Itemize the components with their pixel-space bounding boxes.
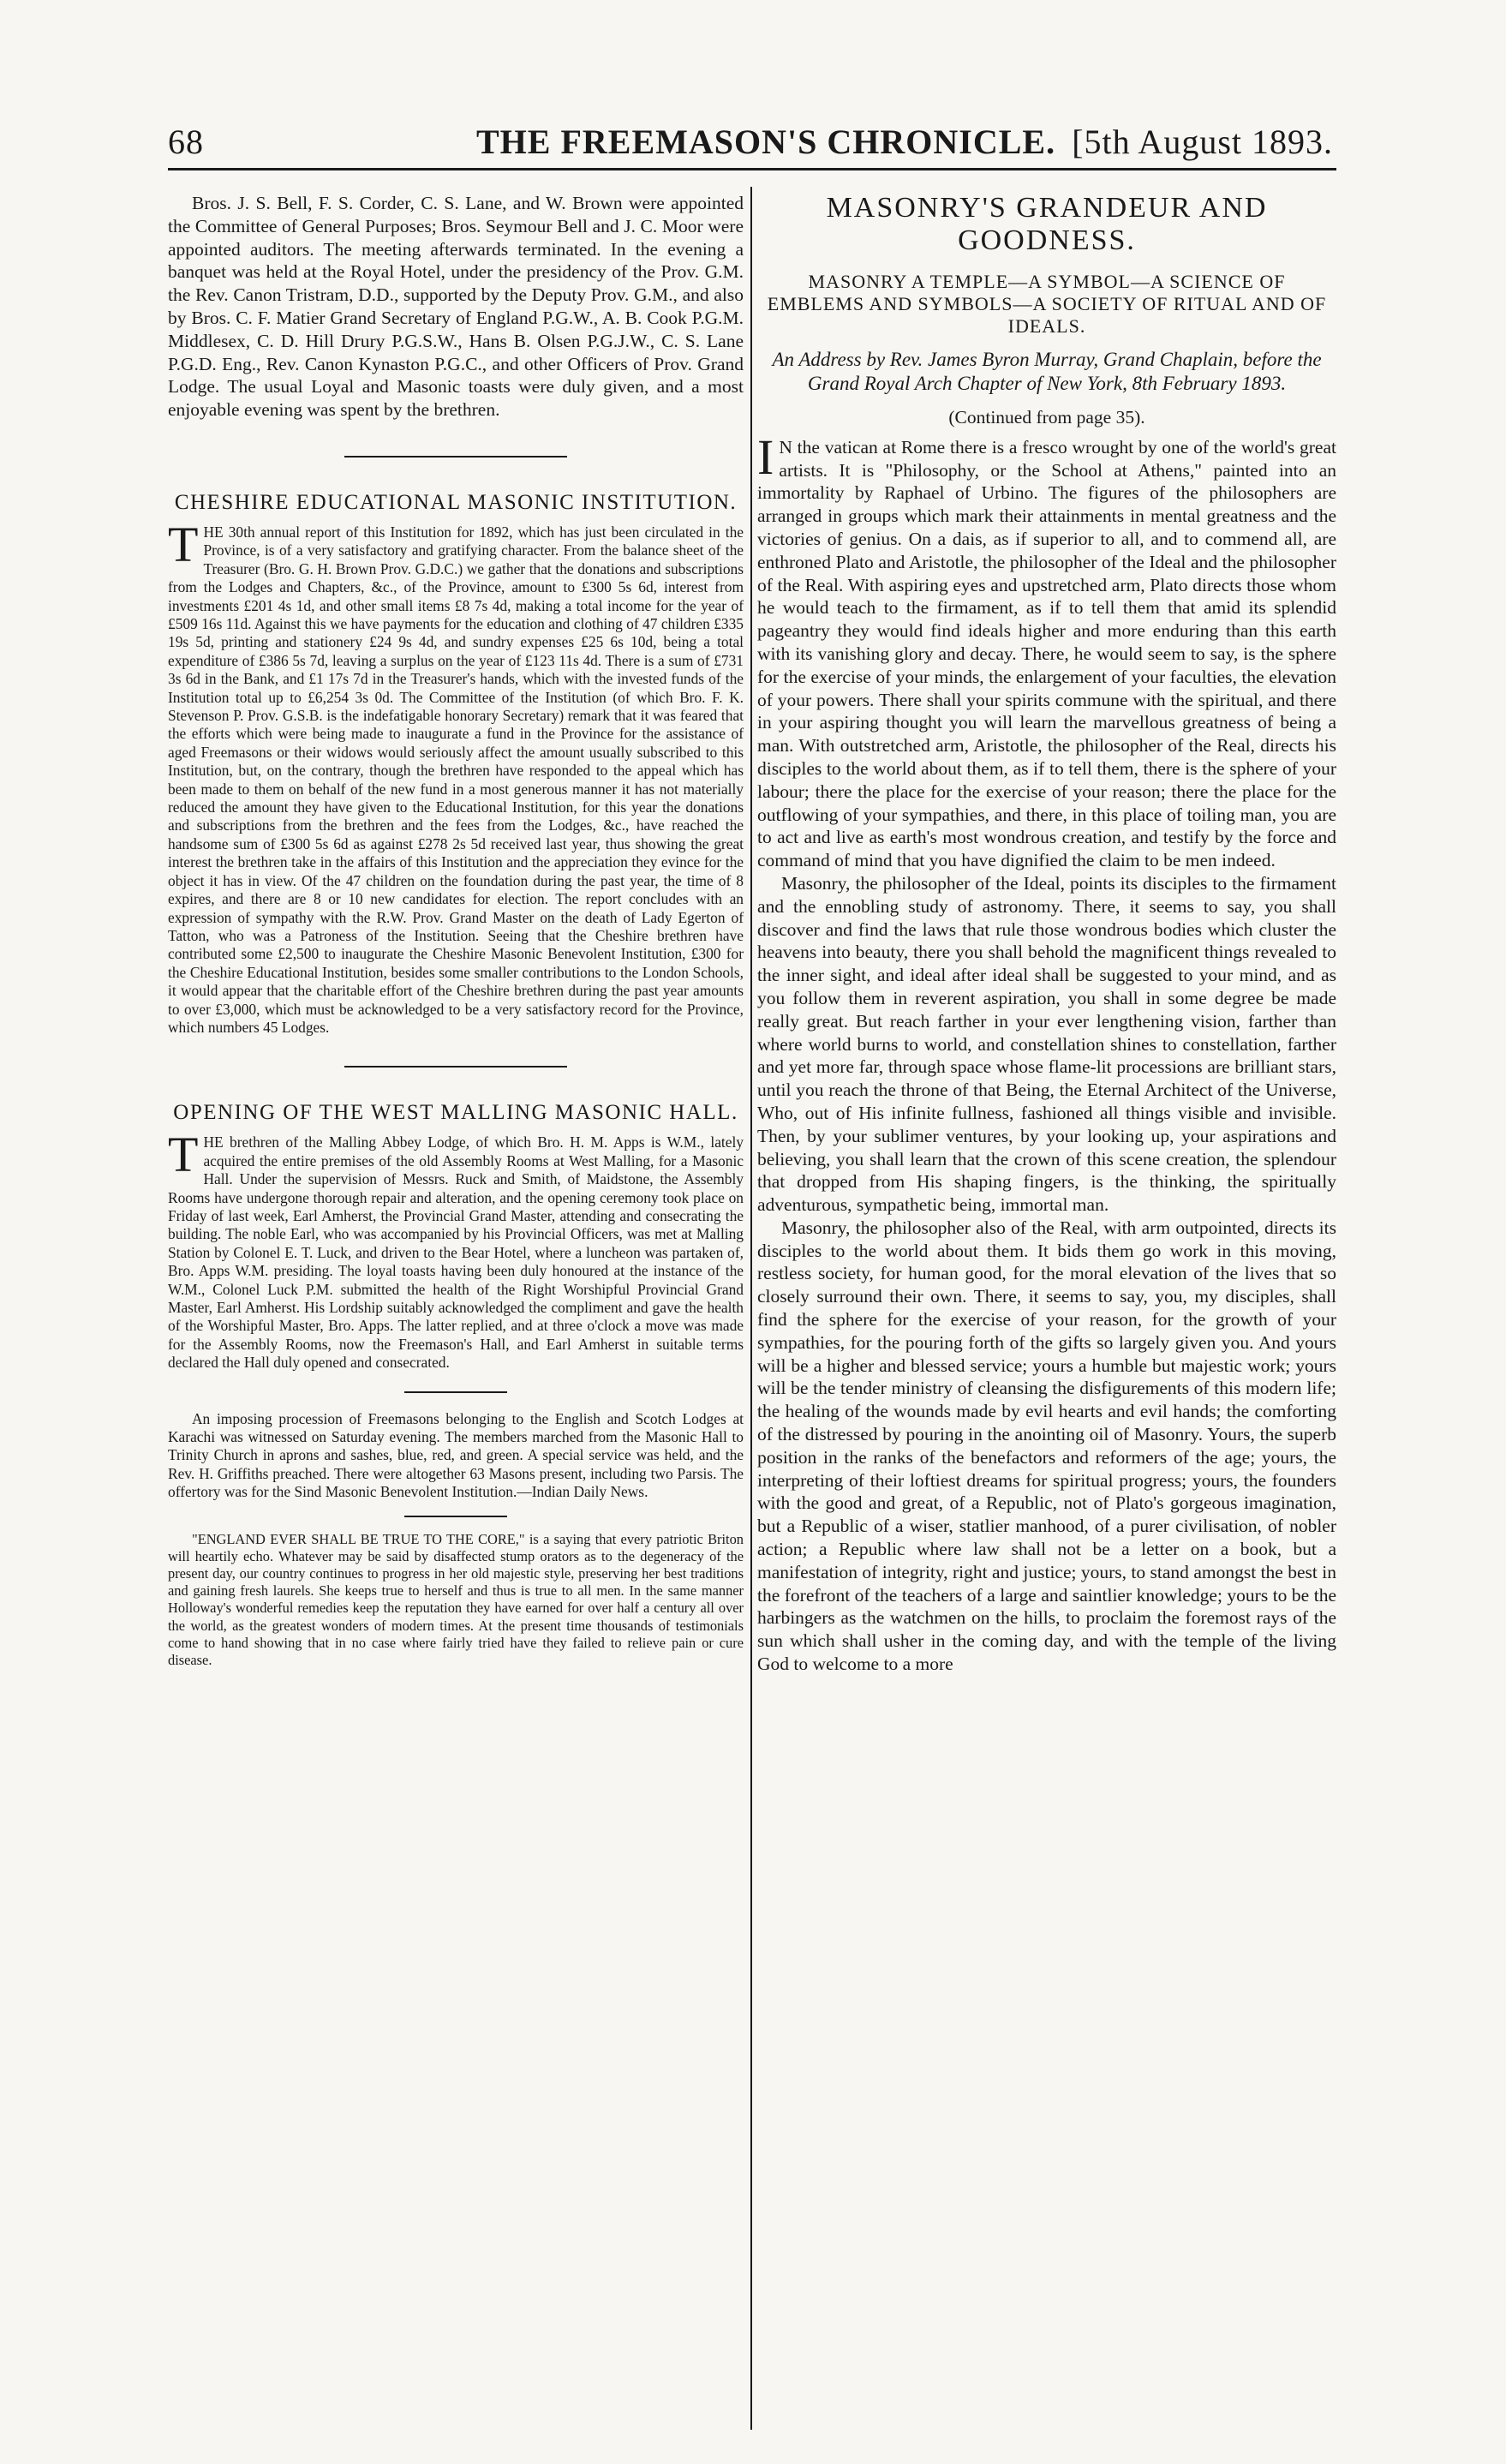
right-column (757, 192, 1336, 2430)
article-dropcap: I (757, 428, 774, 485)
article-paragraph-3: Masonry, the philosopher also of the Real, with arm outpointed, directs its disciples to the world about them. It bids them go work in this moving, restless society, for human good, for the moral elevation of the lives that so closely surround their own. There, it seems to say, you, my disciples, shall find the sphere for the exercise of your reason, for the growth of your sympathies, for the pouring forth of the gifts so largely given you. And yours will be a higher and blessed service; yours a humble but majestic work; yours will be the tender ministry of cleansing the disfigurements of this modern life; the healing of the wounds made by evil hearts and evil hands; the comforting of the distressed by pouring in the anointing oil of Masonry. Yours, the superb position in the ranks of the benefactors and reformers of the age; yours, the interpreting of their loftiest dreams for spiritual progress; yours, the founders with the good and great, of a Republic, not of Plato's gorgeous imagination, but a Republic of a wiser, statlier manhood, of a purer civilisation, of nobler action; a Republic where law shall not be a letter on a book, but a manifestation of integrity, right and justice; yours, to stand amongst the best in the forefront of the teachers of a large and saintlier knowledge; yours to be the harbingers as the watchmen on the hills, to proclaim the foremost rays of the sun which shall usher in the coming day, and with the temple of the living God to welcome to a more (757, 1217, 1336, 1675)
journal-title: THE FREEMASON'S CHRONICLE. (476, 123, 1056, 161)
issue-date: [5th August 1893. (1072, 123, 1333, 161)
article-subtitle: MASONRY A TEMPLE—A SYMBOL—A SCIENCE OF EMBLEMS AND SYMBOLS—A SOCIETY OF RITUAL AND OF IDEALS. (767, 271, 1327, 337)
article-paragraph-2: Masonry, the philosopher of the Ideal, points its disciples to the firmament and the ennobling study of astronomy. There, it seems to say, you shall discover and find the laws that rule those wondrous bodies which cluster the heavens into beauty, there you shall behold the magnificent things revealed to the inner sight, and ideal after ideal shall be suggested to your mind, and as you follow them in reverent aspiration, you shall in some degree be made really great. But reach farther in your ever lengthening vision, farther than where world burns to world, and constellation shines to constellation, farther and yet more far, through space whose flame-lit processions are brilliant stars, until you reach the throne of that Being, the Eternal Architect of the Universe, Who, out of His infinite fullness, fashioned all things visible and invisible. Then, by your sublimer ventures, by your looking up, your aspirations and believing, you shall learn that the crown of this scene creation, the splendour that dropped from His shaping fingers, is the thinking, the spiritually adventurous, sympathetic being, immortal man. (757, 872, 1336, 1216)
article-byline: An Address by Rev. James Byron Murray, Grand Chaplain, before the Grand Royal Arch Chapter of New York, 8th February 1893. (772, 349, 1322, 394)
article-title: MASONRY'S GRANDEUR AND GOODNESS. (826, 192, 1268, 256)
holloway-advert: "ENGLAND EVER SHALL BE TRUE TO THE CORE," is a saying that every patriotic Briton will heartily echo. Whatever may be said by disaffected stump orators as to the degeneracy of the present day, our country continues to progress in her old majestic style, preserving her best traditions and gaining fresh laurels. She keeps true to herself and thus is true to all men. In the same manner Holloway's wonderful remedies keep the reputation they have earned for over half a century all over the world, as the greatest wonders of modern times. At the present time thousands of testimonials come to hand showing that in no case where fairly tried have they failed to relieve pain or cure disease. (168, 1530, 744, 1669)
left-column (168, 192, 744, 2430)
continued-note: (Continued from page 35). (948, 407, 1145, 428)
page-number: 68 (168, 123, 204, 161)
column-divider (750, 187, 752, 2430)
cheshire-body: HE 30th annual report of this Institution for 1892, which has just been circulated in the Province, is of a very satisfactory and gratifying character. From the balance sheet of the Treasurer (Bro. G. H. Brown Prov. G.D.C.) we gather that the donations and subscriptions from the Lodges and Chapters, &c., of the Province, amount to £300 5s 6d, interest from investments £201 4s 1d, and other small items £8 7s 4d, making a total income for the year of £509 16s 11d. Against this we have payments for the education and clothing of 47 children £335 19s 5d, printing and stationery £24 9s 4d, and sundry expenses £25 6s 10d, being a total expenditure of £386 5s 7d, leaving a surplus on the year of £123 11s 4d. There is a sum of £731 3s 6d in the Bank, and £1 17s 7d in the Treasurer's hands, which with the invested funds of the Institution total up to £6,254 3s 0d. The Committee of the Institution (of which Bro. F. K. Stevenson P. Prov. G.S.B. is the indefatigable honorary Secretary) remark that it was feared that the efforts which were being made to inaugurate a fund in the Province for the assistance of aged Freemasons or their widows would seriously affect the amount usually subscribed to this Institution, but, on the contrary, though the brethren have responded to the appeal which has been made to them on behalf of the new fund in a most generous manner it has not materially reduced the amount they have given to the Educational Institution, for this year the donations and subscriptions from the brethren and the fees from the Lodges, &c., have reached the handsome sum of £300 5s 6d as against £278 2s 5d received last year, thus showing the great interest the brethren take in the affairs of this Institution and the appreciation they evince for the object it has in view. Of the 47 children on the foundation during the past year, the time of 8 expires, and there are 8 or 10 new candidates for election. The report concludes with an expression of sympathy with the R.W. Prov. Grand Master on the death of Lady Egerton of Tatton, who was a Patroness of the Institution. Seeing that the Cheshire brethren have contributed some £2,500 to inaugurate the Cheshire Masonic Benevolent Institution, £300 for the Cheshire Educational Institution, besides some smaller contributions to the London Schools, it would appear that the charitable effort of the Cheshire brethren during the past year amounts to over £3,000, which must be acknowledged to be a very satisfactory record for the Province, which numbers 45 Lodges. (168, 523, 744, 1036)
cheshire-heading: CHESHIRE EDUCATIONAL MASONIC INSTITUTION. (174, 490, 738, 514)
malling-article (168, 1127, 744, 1372)
malling-body: HE brethren of the Malling Abbey Lodge, of which Bro. H. M. Apps is W.M., lately acquired the entire premises of the old Assembly Rooms at West Malling, for a Masonic Hall. Under the supervision of Messrs. Ruck and Smith, of Maidstone, the Assembly Rooms have undergone thorough repair and alteration, and the opening ceremony took place on Friday of last week, Earl Amherst, the Provincial Grand Master, attending and consecrating the building. The noble Earl, who was accompanied by his Provincial Officers, was met at Malling Station by Colonel E. T. Luck, and driven to the Bear Hotel, where a luncheon was partaken of, Bro. Apps W.M. presiding. The loyal toasts having been duly honoured at the instance of the W.M., Colonel Luck P.M. submitted the health of the Right Worshipful Provincial Grand Master, Earl Amherst. His Lordship suitably acknowledged the compliment and gave the health of the Worshipful Master, Bro. Apps. The latter replied, and at three o'clock a move was made for the Assembly Rooms, now the Freemason's Hall, and Earl Amherst in suitable terms declared the Hall duly opened and consecrated. (168, 1133, 744, 1372)
karachi-paragraph: An imposing procession of Freemasons belonging to the English and Scotch Lodges at Karachi was witnessed on Saturday evening. The members marched from the Masonic Hall to Trinity Church in aprons and sashes, blue, red, and green. A special service was held, and the Rev. H. Griffiths preached. There were altogether 63 Masons present, including two Parsis. The offertory was for the Sind Masonic Benevolent Institution.—Indian Daily News. (168, 1409, 744, 1501)
article-paragraph-1-text: N the vatican at Rome there is a fresco wrought by one of the world's great artists. It is "Philosophy, or the School at Athens," painted into an immortality by Raphael of Urbino. The figures of the philosophers are arranged in groups which mark their attainments in mental greatness and the victories of genius. On a dais, as if superior to all, and to commend all, are enthroned Plato and Aristotle, the philosopher of the Ideal and the philosopher of the Real. With aspiring eyes and upstretched arm, Plato directs those whom he would teach to the firmament, as if to tell them that amid its splendid pageantry they would find ideals higher and more enduring than this earth with its vanishing glory and decay. There, he would seem to say, is the sphere for the exercise of your minds, the enlargement of your faculties, the elevation of your powers. There shall your spirits commune with the spiritual, and there in your aspiring thought you will learn the marvellous greatness of being a man. With outstretched arm, Aristotle, the philosopher of the Real, directs his disciples to the world about them, as if to tell them, there is the sphere of your labour; there the place for the exercise of your reason; there the place for the outflowing of your sympathies, and there, in this place of toiling man, you are to act and live as earth's most wondrous creation, and testify by the force and command of mind that you have dignified the claim to be men indeed. (757, 436, 1336, 871)
article-paragraph-1 (757, 428, 1336, 872)
masthead (168, 118, 1333, 170)
carryover-paragraph: Bros. J. S. Bell, F. S. Corder, C. S. Lane, and W. Brown were appointed the Committee of General Purposes; Bros. Seymour Bell and J. C. Moor were appointed auditors. The meeting afterwards terminated. In the evening a banquet was held at the Royal Hotel, under the presidency of the Prov. G.M. the Rev. Canon Tristram, D.D., supported by the Deputy Prov. G.M., and also by Bros. C. F. Matier Grand Secretary of England P.G.W., A. B. Cook P.G.M. Middlesex, C. D. Hill Drury P.G.S.W., Hans B. Olsen P.G.J.W., C. S. Lane P.G.D. Eng., Rev. Canon Kynaston P.G.C., and other Officers of Prov. Grand Lodge. The usual Loyal and Masonic toasts were duly given, and a most enjoyable evening was spent by the brethren. (168, 193, 744, 421)
malling-heading: OPENING OF THE WEST MALLING MASONIC HALL. (173, 1101, 738, 1125)
cheshire-dropcap: T (168, 516, 199, 572)
cheshire-article (168, 516, 744, 1037)
masthead-rule (168, 168, 1336, 170)
malling-dropcap: T (168, 1127, 199, 1183)
